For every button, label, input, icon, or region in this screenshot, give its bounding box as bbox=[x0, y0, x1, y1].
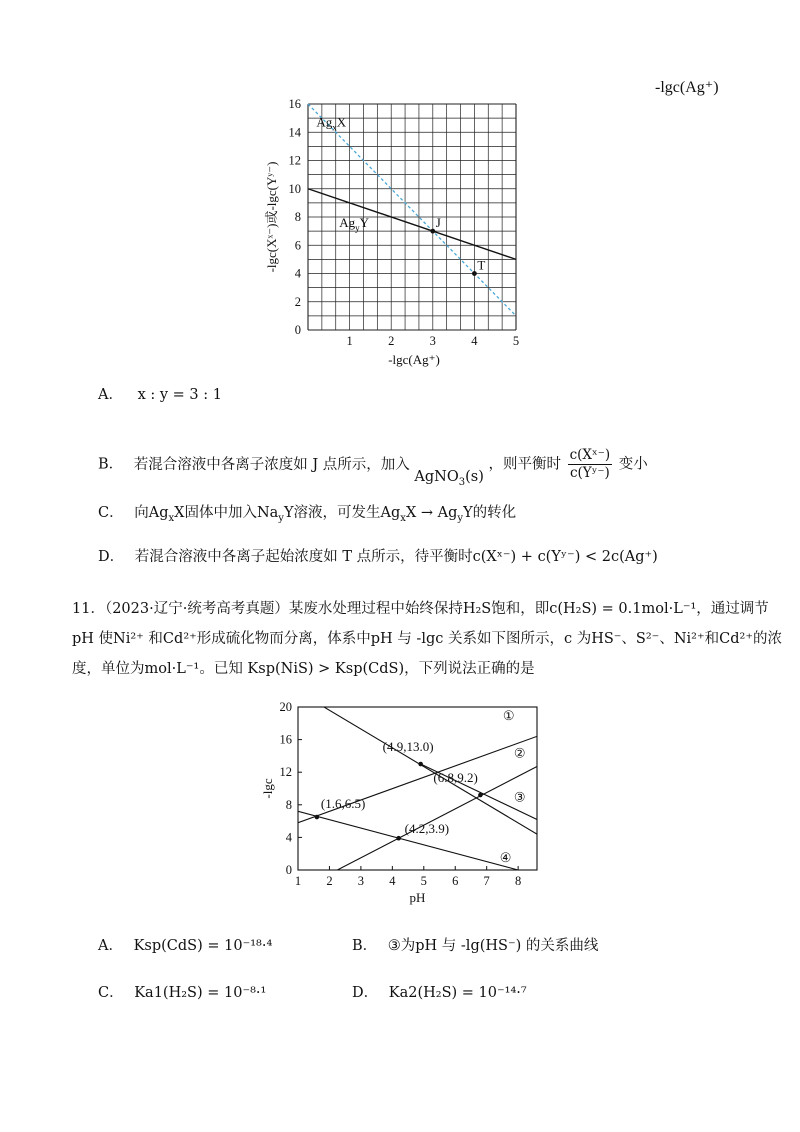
question-number: 11． bbox=[72, 601, 105, 617]
option-letter: B． bbox=[98, 456, 124, 473]
x-tick-label: 3 bbox=[429, 334, 436, 348]
option-letter: A． bbox=[98, 387, 123, 403]
chart-ph-lgc bbox=[260, 695, 550, 915]
point-label: (4.2,3.9) bbox=[404, 821, 450, 837]
y-tick-label: 8 bbox=[285, 797, 292, 812]
point-label: (1.6,6.5) bbox=[320, 796, 366, 812]
option-c-text: Ka1(H₂S) = 10⁻⁸·¹ bbox=[134, 985, 267, 1001]
y-tick-label: 4 bbox=[285, 830, 292, 845]
question-source: （2023·辽宁·统考高考真题） bbox=[104, 601, 289, 617]
formula-agxx: $Ag_xX$ bbox=[148, 505, 185, 524]
conversion-expression: $Ag_xX \to Ag_yY$ bbox=[380, 505, 473, 524]
option-b-reagent: AgNO$_3$(s) bbox=[414, 468, 484, 488]
y-tick-label: 10 bbox=[288, 181, 301, 196]
y-tick-label: 0 bbox=[294, 323, 301, 337]
series-label-AgxX: $Ag_xX$ bbox=[316, 114, 347, 133]
option-letter: B． bbox=[352, 938, 378, 954]
x-tick-label: 4 bbox=[471, 334, 478, 348]
q11-stem-line3: 度，单位为mol·L⁻¹。已知 Ksp(NiS) > Ksp(CdS)，下列说法正确的是 bbox=[72, 661, 535, 677]
x-axis-label: -lgc(Ag⁺) bbox=[388, 352, 440, 367]
x-tick-label: 5 bbox=[420, 874, 427, 888]
y-tick-label: 2 bbox=[294, 294, 301, 309]
q10-option-c[interactable]: C． 向$Ag_xX$固体中加入$Na_yY$溶液，可发生$Ag_xX \to Ag_yY$的转化 bbox=[98, 505, 517, 524]
q11-stem-line1: 11．（2023·辽宁·统考高考真题）某废水处理过程中始终保持H₂S饱和，即c(H₂S) = 0.1mol·L⁻¹，通过调节 bbox=[72, 601, 769, 617]
point-T bbox=[472, 271, 477, 276]
y-tick-label: 20 bbox=[279, 700, 292, 714]
curve-number-label: ③ bbox=[513, 789, 526, 805]
x-tick-label: 4 bbox=[389, 874, 396, 888]
fraction-denominator: c(Yʸ⁻) bbox=[569, 465, 610, 481]
x-tick-label: 8 bbox=[515, 874, 522, 888]
point-J bbox=[430, 229, 435, 234]
y-tick-label: 16 bbox=[279, 732, 292, 747]
q10-option-d[interactable]: D． 若混合溶液中各离子起始浓度如 T 点所示，待平衡时c(Xˣ⁻) + c(Yʸ⁻) < 2c(Ag⁺) bbox=[98, 549, 658, 565]
y-tick-label: 12 bbox=[288, 153, 301, 168]
y-tick-label: 6 bbox=[294, 238, 301, 253]
y-tick-label: 4 bbox=[294, 266, 301, 281]
fraction-numerator: c(Xˣ⁻) bbox=[569, 447, 611, 463]
option-d-text: Ka2(H₂S) = 10⁻¹⁴·⁷ bbox=[388, 985, 527, 1001]
x-tick-label: 7 bbox=[483, 874, 490, 888]
x-tick-label: 1 bbox=[294, 874, 302, 888]
point-label-T: T bbox=[477, 257, 486, 273]
option-b-pre: 若混合溶液中各离子浓度如 J 点所示，加入 bbox=[133, 456, 410, 473]
x-tick-label: 5 bbox=[512, 334, 520, 348]
option-a-text: x : y = 3 : 1 bbox=[137, 387, 222, 403]
option-a-text: Ksp(CdS) = 10⁻¹⁸·⁴ bbox=[133, 938, 273, 954]
chart-ag-solubility bbox=[260, 79, 719, 372]
option-b-mid: ，则平衡时 bbox=[488, 456, 561, 473]
point-label-J: J bbox=[435, 215, 441, 231]
x-tick-label: 6 bbox=[452, 874, 459, 888]
series-group bbox=[298, 692, 537, 870]
x-tick-label: 2 bbox=[388, 334, 395, 348]
y-axis-label: -lgc(Xˣ⁻)或-lgc(Yʸ⁻) bbox=[264, 161, 279, 273]
option-b-text: ③为pH 与 -lg(HS⁻) 的关系曲线 bbox=[387, 938, 599, 954]
q10-option-a[interactable] bbox=[98, 385, 222, 405]
option-letter: D． bbox=[352, 985, 379, 1001]
intersection-point bbox=[418, 762, 423, 767]
intersection-point bbox=[315, 815, 320, 820]
series-line-④ bbox=[298, 811, 518, 870]
chart1-xlabel: -lgc(Ag⁺) bbox=[655, 79, 719, 96]
option-d-expression: c(Xˣ⁻) + c(Yʸ⁻) < 2c(Ag⁺) bbox=[472, 549, 658, 565]
option-letter: D． bbox=[98, 549, 125, 565]
y-tick-label: 16 bbox=[288, 97, 301, 111]
y-axis-label: -lgc bbox=[260, 778, 275, 799]
q10-option-b[interactable] bbox=[98, 447, 648, 488]
intersection-point bbox=[478, 793, 483, 798]
series-line-AgxX bbox=[308, 104, 516, 316]
curve-number-label: ④ bbox=[499, 849, 512, 865]
x-tick-label: 3 bbox=[357, 874, 365, 888]
q11-option-b[interactable] bbox=[352, 936, 598, 956]
q11-option-d[interactable] bbox=[352, 983, 527, 1003]
y-tick-label: 12 bbox=[279, 765, 292, 780]
x-tick-label: 1 bbox=[346, 334, 353, 348]
plot-frame bbox=[298, 707, 537, 870]
series-label-AgyY: $Ag_yY$ bbox=[339, 214, 369, 233]
curve-number-label: ① bbox=[502, 708, 515, 724]
option-letter: C． bbox=[98, 985, 124, 1001]
y-tick-label: 8 bbox=[294, 210, 301, 224]
q11-option-c[interactable] bbox=[98, 983, 266, 1003]
option-letter: A． bbox=[98, 938, 123, 954]
q11-stem-line2: pH 使Ni²⁺ 和Cd²⁺形成硫化物而分离，体系中pH 与 -lgc 关系如下图所示，c 为HS⁻、S²⁻、Ni²⁺和Cd²⁺的浓 bbox=[72, 631, 782, 647]
curve-number-label: ② bbox=[513, 745, 526, 761]
q11-option-a[interactable] bbox=[98, 936, 272, 956]
option-b-post: 变小 bbox=[618, 456, 648, 473]
option-b-fraction bbox=[568, 447, 613, 482]
point-label: (4.9,13.0) bbox=[382, 739, 434, 755]
y-tick-label: 0 bbox=[285, 863, 292, 877]
q11-stem bbox=[72, 594, 782, 684]
option-letter: C． bbox=[98, 505, 124, 521]
point-label: (6.8,9.2) bbox=[433, 770, 478, 786]
intersection-point bbox=[396, 836, 401, 841]
y-tick-label: 14 bbox=[288, 125, 301, 140]
formula-nayy: $Na_yY$ bbox=[256, 505, 294, 524]
series-line-① bbox=[298, 692, 537, 835]
x-axis-label: pH bbox=[409, 890, 426, 905]
x-tick-label: 2 bbox=[326, 874, 333, 888]
